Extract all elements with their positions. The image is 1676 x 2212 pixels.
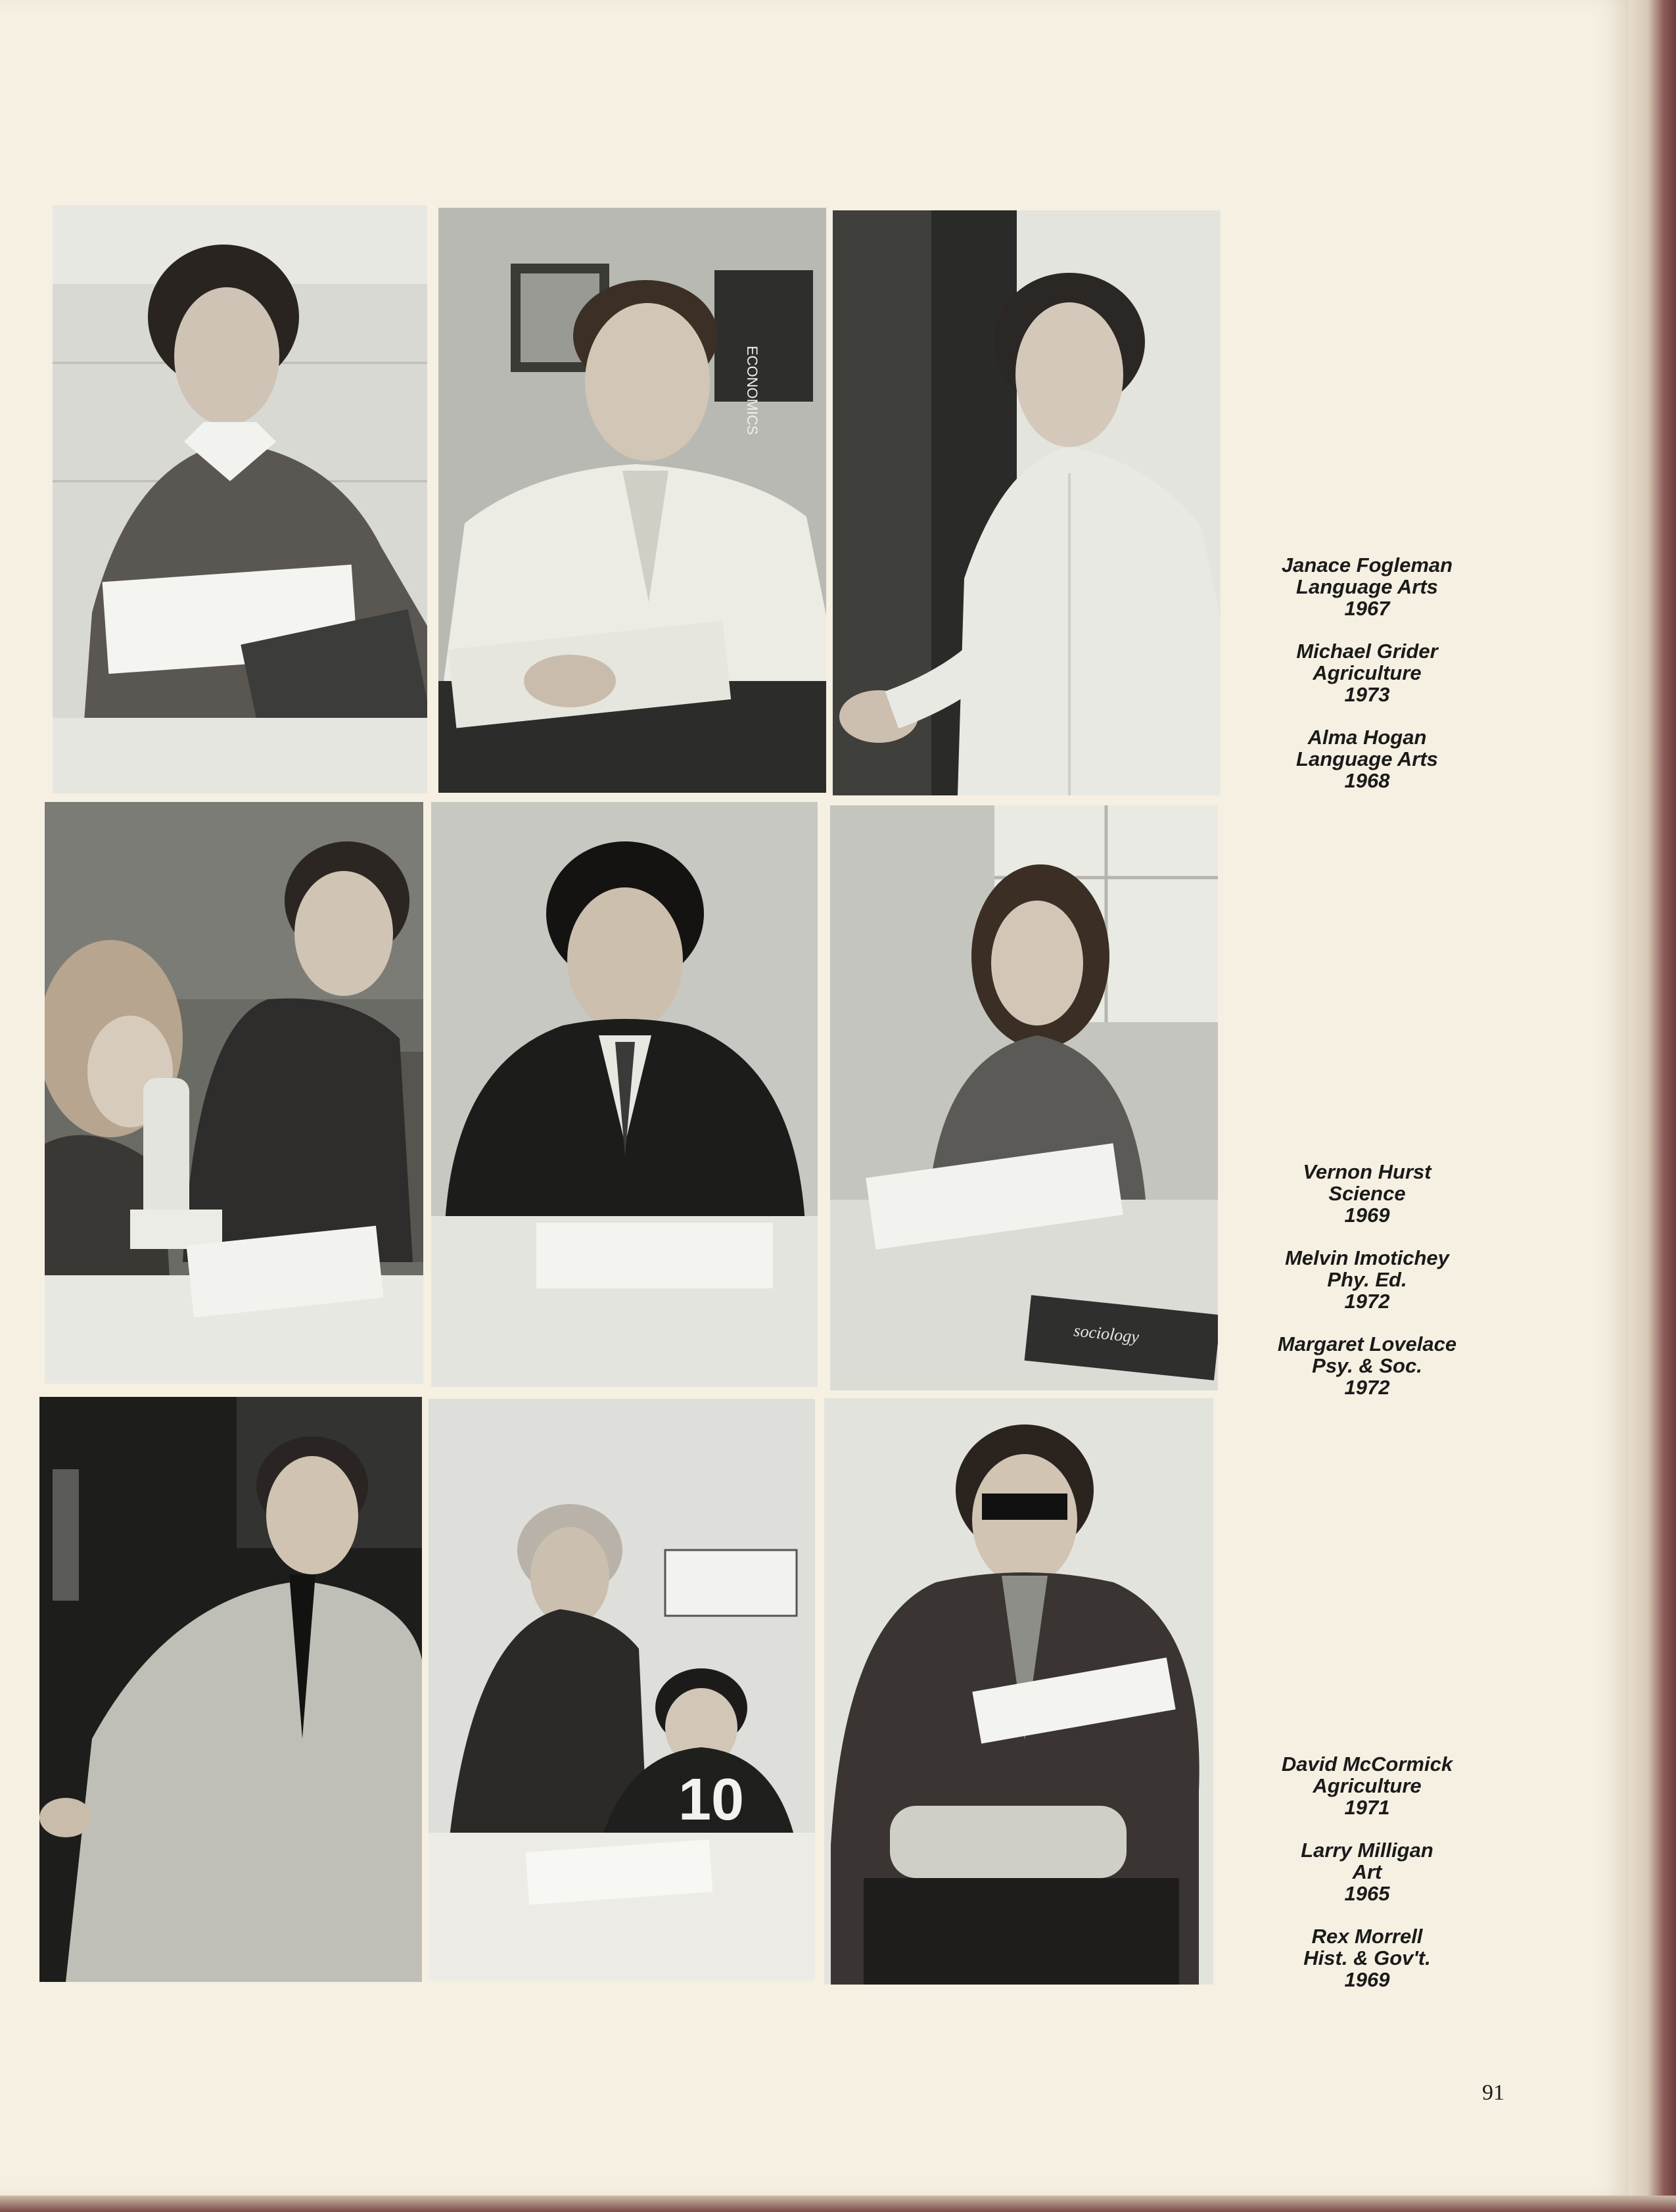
teacher-year: 1971 <box>1344 1796 1390 1819</box>
teacher-name: Alma Hogan <box>1307 726 1427 749</box>
teacher-subject: Phy. Ed. <box>1327 1268 1407 1291</box>
teacher-subject: Agriculture <box>1313 1774 1422 1797</box>
teacher-name: Rex Morrell <box>1311 1925 1423 1948</box>
caption-entry <box>1236 1925 1499 1990</box>
teacher-year: 1967 <box>1344 597 1390 620</box>
photo-vernon-hurst <box>45 802 423 1384</box>
photo-margaret-lovelace <box>830 805 1218 1390</box>
teacher-year: 1965 <box>1344 1882 1390 1905</box>
teacher-name: Melvin Imotichey <box>1285 1246 1449 1269</box>
book-cover-text: sociology <box>1073 1321 1140 1347</box>
teacher-name: Vernon Hurst <box>1303 1160 1432 1183</box>
photo-michael-grider <box>438 208 826 793</box>
book-spine-text: ECONOMICS <box>744 346 760 435</box>
caption-entry <box>1236 554 1499 619</box>
caption-entry <box>1236 1753 1499 1818</box>
teacher-year: 1969 <box>1344 1204 1390 1227</box>
teacher-name: David McCormick <box>1281 1753 1453 1776</box>
caption-entry <box>1236 640 1499 705</box>
teacher-year: 1973 <box>1344 683 1390 706</box>
caption-entry <box>1236 1161 1499 1226</box>
teacher-subject: Language Arts <box>1296 747 1438 770</box>
photo-david-mccormick <box>39 1397 422 1982</box>
teacher-year: 1968 <box>1344 769 1390 792</box>
teacher-subject: Language Arts <box>1296 575 1438 598</box>
teacher-subject: Science <box>1328 1182 1406 1205</box>
teacher-subject: Agriculture <box>1313 661 1422 684</box>
caption-entry <box>1236 1247 1499 1312</box>
captions-row-3 <box>1236 1753 1499 2012</box>
teacher-name: Janace Fogleman <box>1281 553 1453 577</box>
teacher-name: Michael Grider <box>1296 640 1438 663</box>
teacher-name: Larry Milligan <box>1301 1839 1433 1862</box>
photo-alma-hogan <box>833 210 1221 795</box>
book-spine-edge <box>1629 0 1676 2212</box>
teacher-year: 1972 <box>1344 1290 1390 1313</box>
teacher-name: Margaret Lovelace <box>1277 1332 1457 1355</box>
photo-janace-fogleman <box>53 205 427 793</box>
captions-row-2 <box>1236 1161 1499 1419</box>
teacher-subject: Hist. & Gov't. <box>1303 1946 1431 1969</box>
page-number: 91 <box>1482 2081 1504 2105</box>
photo-larry-milligan <box>429 1399 815 1981</box>
teacher-subject: Art <box>1352 1860 1382 1883</box>
photo-rex-morrell <box>824 1398 1213 1985</box>
photo-melvin-imotichey <box>431 802 818 1387</box>
caption-entry <box>1236 1333 1499 1398</box>
teacher-year: 1969 <box>1344 1968 1390 1991</box>
caption-entry <box>1236 726 1499 791</box>
teacher-year: 1972 <box>1344 1376 1390 1399</box>
book-bottom-edge <box>0 2196 1676 2212</box>
caption-entry <box>1236 1839 1499 1904</box>
teacher-subject: Psy. & Soc. <box>1312 1354 1422 1377</box>
jersey-number: 10 <box>678 1767 745 1833</box>
captions-row-1 <box>1236 554 1499 812</box>
